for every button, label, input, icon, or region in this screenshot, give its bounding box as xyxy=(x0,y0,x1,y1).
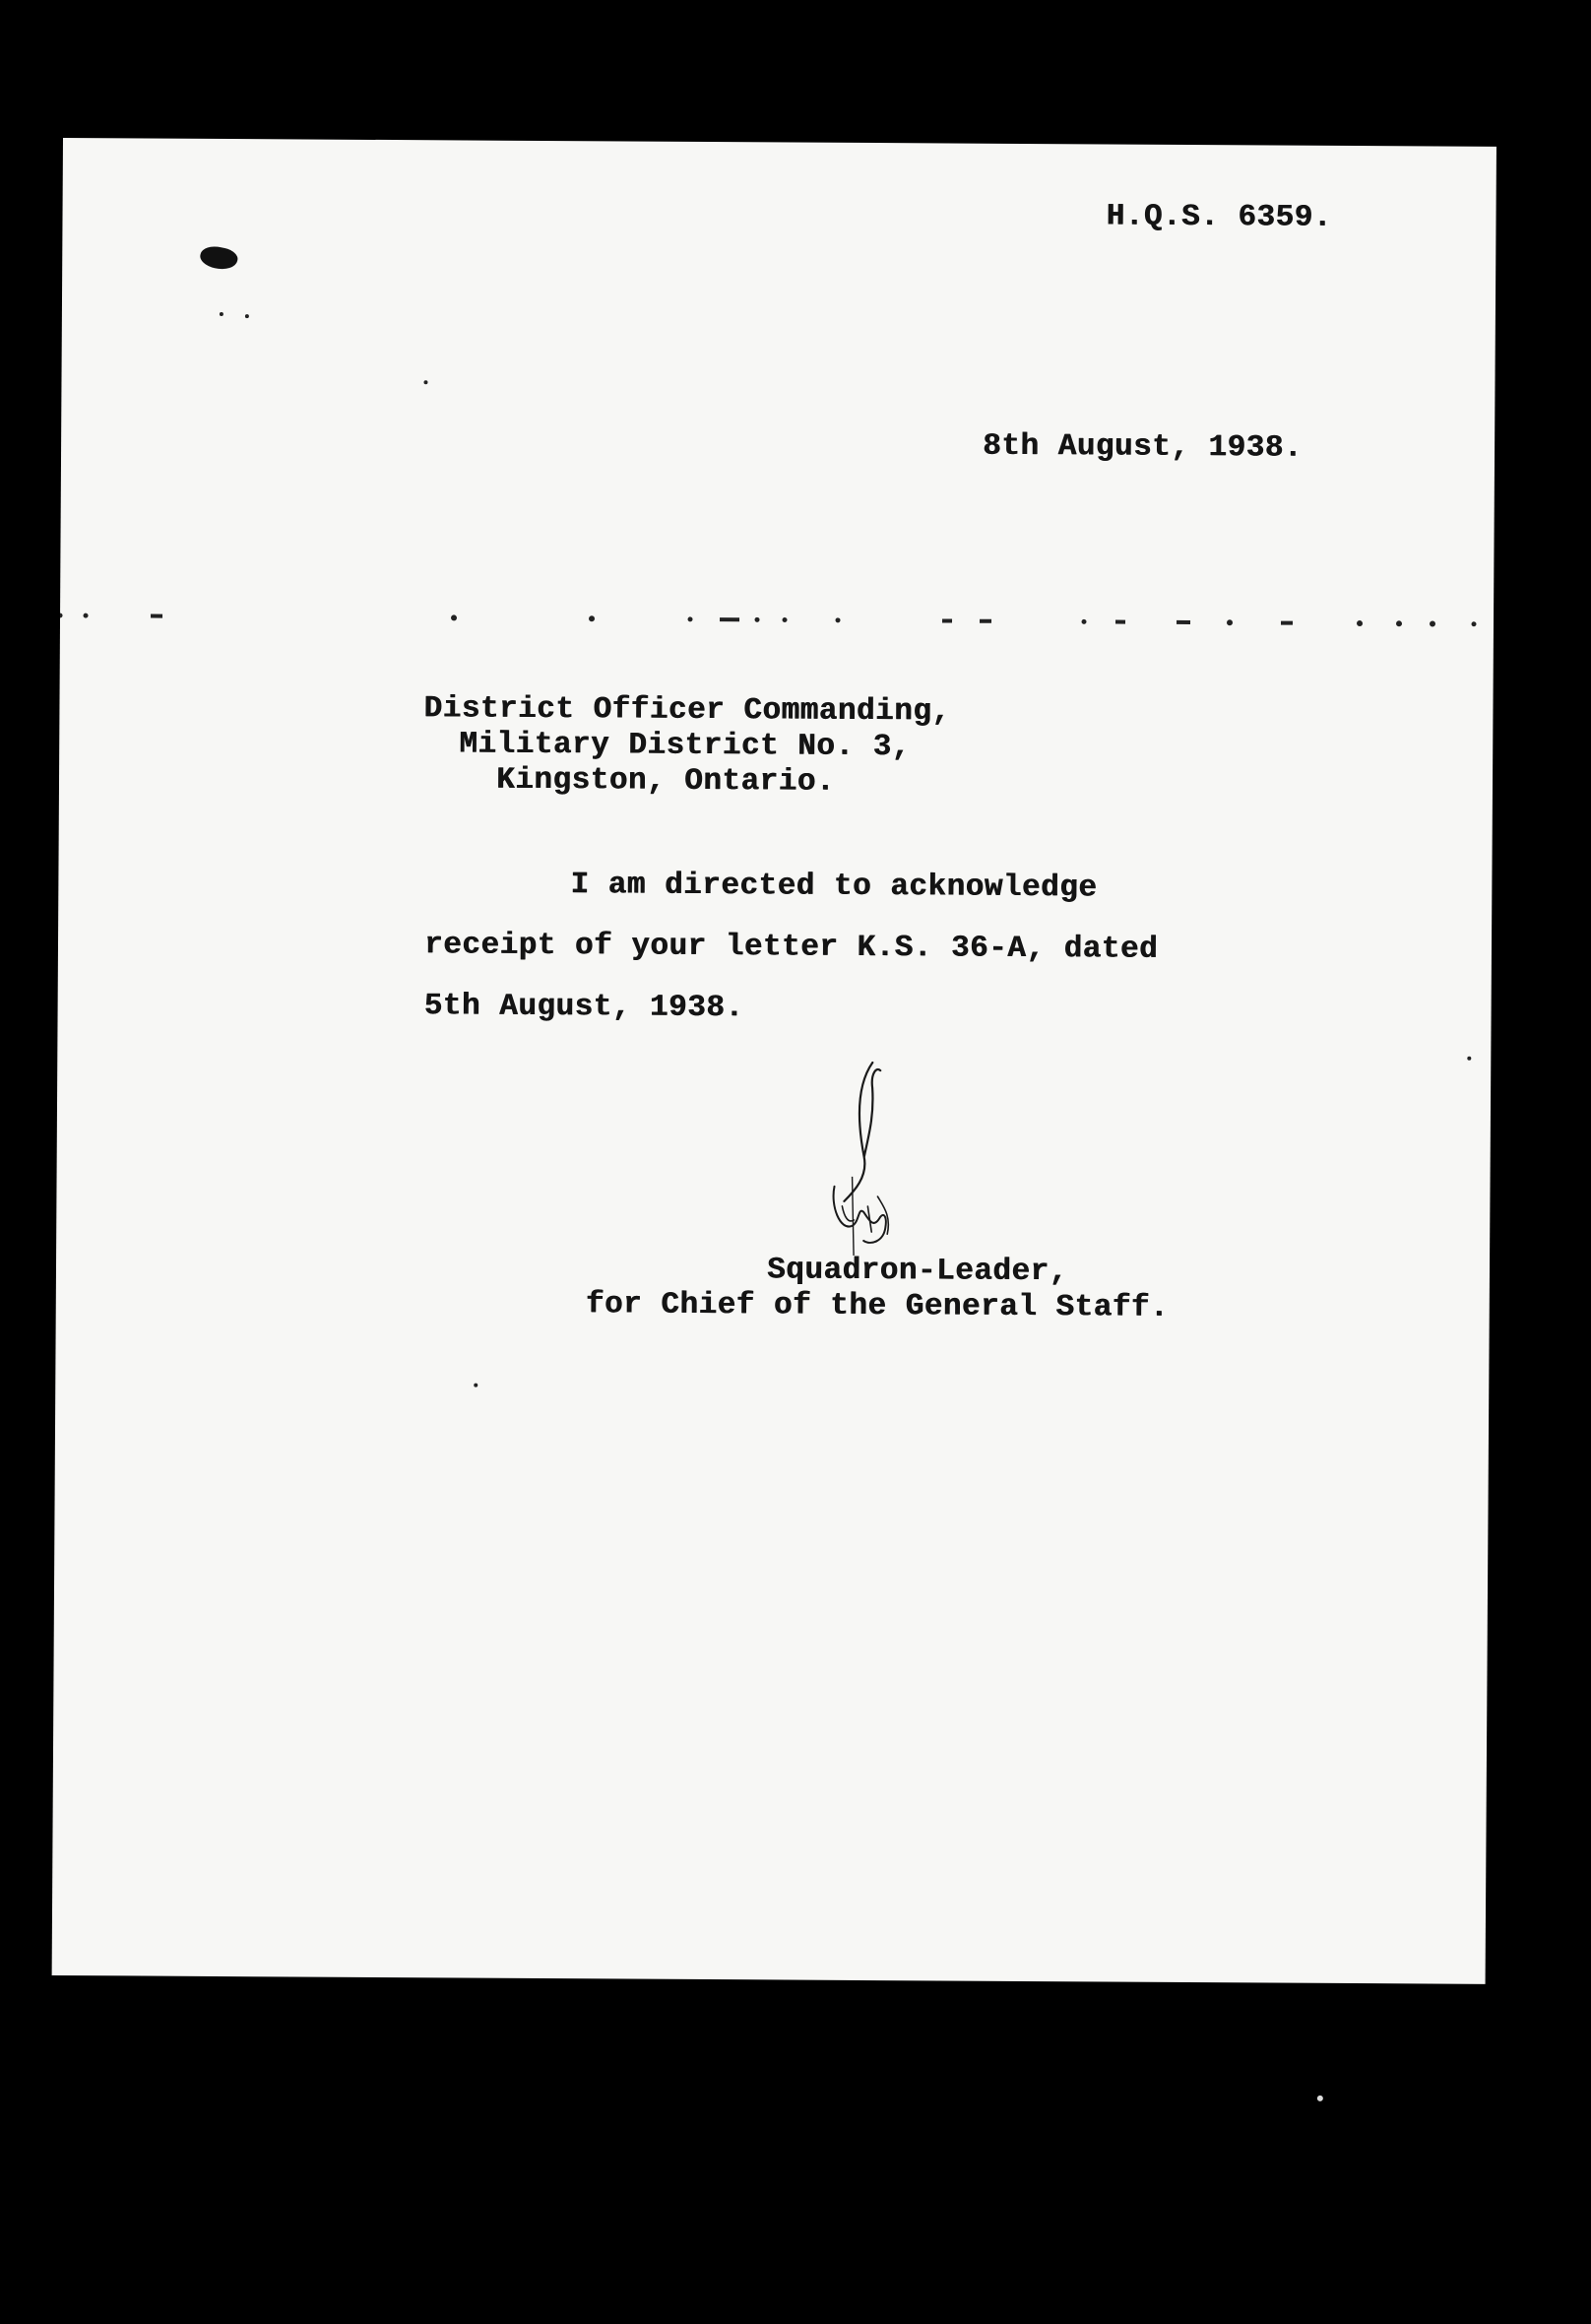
file-reference: H.Q.S. 6359. xyxy=(1106,199,1332,235)
letter-page xyxy=(52,138,1496,1984)
recipient-line-3: Kingston, Ontario. xyxy=(495,762,835,800)
recipient-line-1: District Officer Commanding, xyxy=(423,691,951,730)
speck xyxy=(1317,2096,1323,2101)
perforation-line xyxy=(60,611,1494,629)
speck xyxy=(423,380,427,384)
handwritten-signature xyxy=(814,1059,923,1266)
speck xyxy=(245,314,249,318)
body-line-3: 5th August, 1938. xyxy=(423,989,744,1026)
body-line-1: I am directed to acknowledge xyxy=(570,868,1098,906)
speck xyxy=(1467,1057,1471,1061)
recipient-line-2: Military District No. 3, xyxy=(459,727,911,765)
speck xyxy=(474,1384,477,1388)
body-line-2: receipt of your letter K.S. 36-A, dated xyxy=(423,928,1159,967)
letter-date: 8th August, 1938. xyxy=(982,428,1303,466)
signatory-title: Squadron-Leader, xyxy=(766,1253,1068,1290)
signatory-on-behalf: for Chief of the General Staff. xyxy=(585,1287,1170,1325)
ink-smudge xyxy=(198,243,239,273)
speck xyxy=(220,312,223,316)
